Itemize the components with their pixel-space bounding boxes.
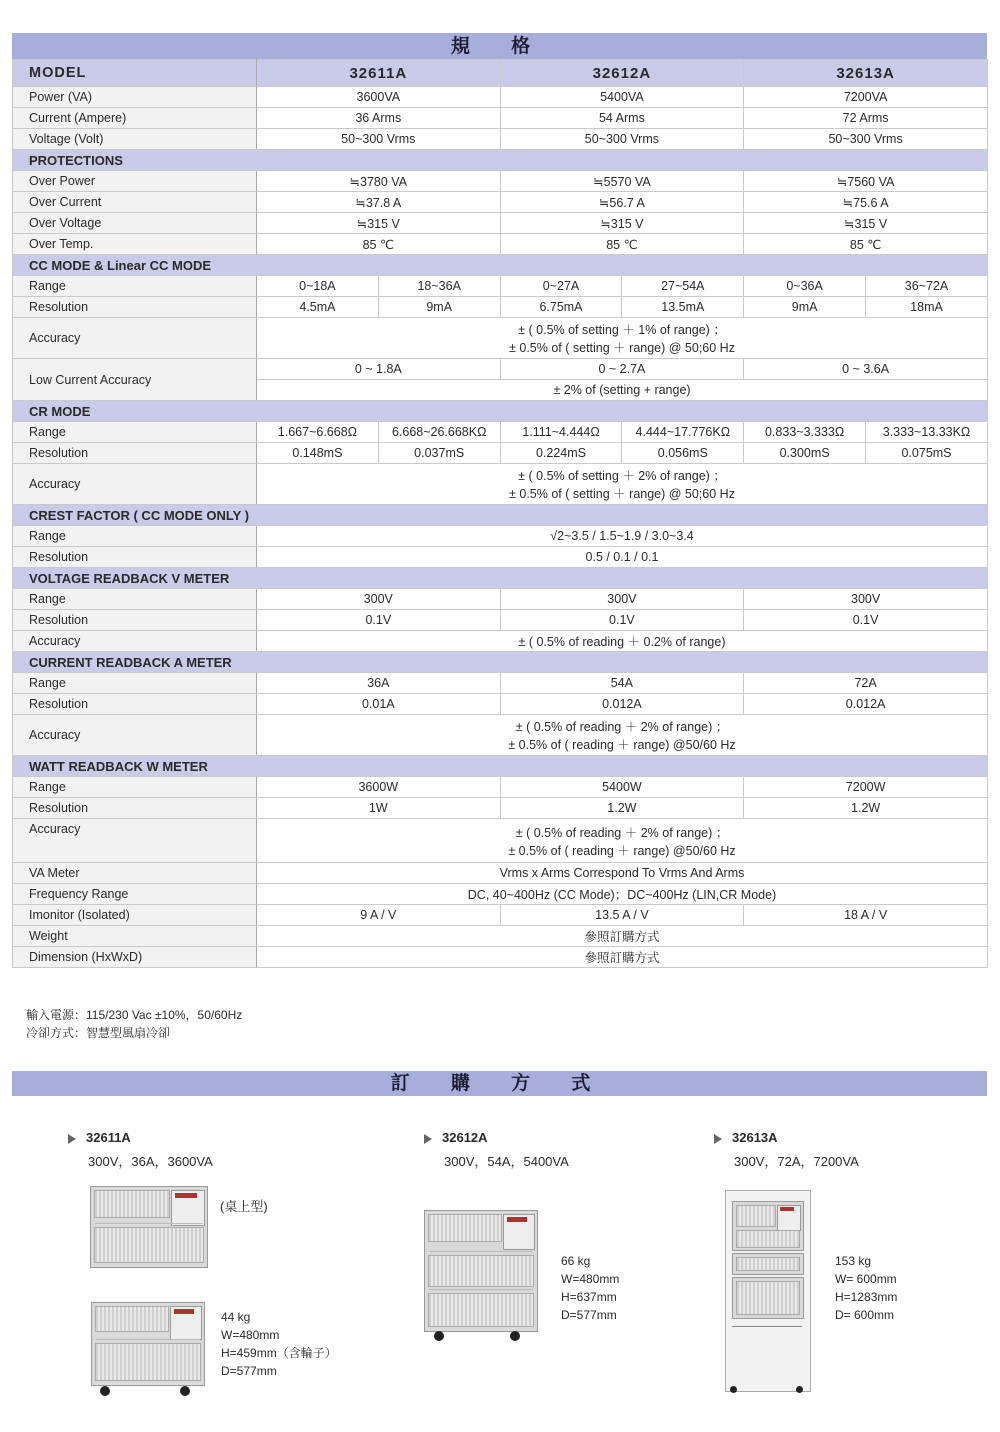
- cell: 18mA: [866, 297, 988, 318]
- row-label: Range: [13, 422, 257, 443]
- cell: 0.056mS: [622, 443, 744, 464]
- accuracy-line: ± ( 0.5% of reading ＋ 2% of range) ；: [515, 720, 729, 734]
- row-label: Over Power: [13, 171, 257, 192]
- cell: 18 A / V: [744, 905, 988, 926]
- width-value: W= 600mm: [835, 1272, 897, 1286]
- table-row: [13, 819, 988, 863]
- cell: 27~54A: [622, 276, 744, 297]
- cell: 85 ℃: [500, 234, 744, 255]
- row-label: Resolution: [13, 694, 257, 715]
- height-value: H=637mm: [561, 1290, 617, 1304]
- cell: 0.300mS: [744, 443, 866, 464]
- model-name: 32612A: [500, 60, 744, 87]
- cell: 0.833~3.333Ω: [744, 422, 866, 443]
- row-label: Over Voltage: [13, 213, 257, 234]
- product-32613A: [714, 1130, 859, 1170]
- cell: ≒56.7 A: [500, 192, 744, 213]
- cell: [257, 464, 988, 505]
- table-row: [13, 694, 988, 715]
- cell: 參照訂購方式: [257, 926, 988, 947]
- cell: [257, 318, 988, 359]
- cell: 85 ℃: [744, 234, 988, 255]
- wheel-icon: [796, 1386, 803, 1393]
- cell: 參照訂購方式: [257, 947, 988, 968]
- cell: 54A: [500, 673, 744, 694]
- cell: 6.75mA: [500, 297, 622, 318]
- table-row: [13, 192, 988, 213]
- rack-cabinet-image: [725, 1190, 811, 1392]
- spec-table: [12, 59, 988, 968]
- product-desc: 300V，54A，5400VA: [444, 1154, 569, 1169]
- weight-value: 153 kg: [835, 1254, 872, 1268]
- cell: 1.2W: [500, 798, 744, 819]
- row-label: Accuracy: [13, 631, 257, 652]
- cell: 9mA: [744, 297, 866, 318]
- table-row: [13, 610, 988, 631]
- section-title: CC MODE & Linear CC MODE: [13, 255, 988, 276]
- cell: 0.1V: [744, 610, 988, 631]
- cell: 9 A / V: [257, 905, 501, 926]
- cell: ≒5570 VA: [500, 171, 744, 192]
- table-row: [13, 234, 988, 255]
- cell: 3.333~13.33KΩ: [866, 422, 988, 443]
- cell: √2~3.5 / 1.5~1.9 / 3.0~3.4: [257, 526, 988, 547]
- cooling-note: 冷卻方式：智慧型風扇冷卻: [26, 1026, 171, 1040]
- row-label: Power (VA): [13, 87, 257, 108]
- product-model: 32613A: [732, 1130, 778, 1145]
- row-label: Resolution: [13, 547, 257, 568]
- triangle-bullet-icon: [424, 1134, 432, 1144]
- row-label: Current (Ampere): [13, 108, 257, 129]
- cell: 300V: [257, 589, 501, 610]
- row-label: Over Temp.: [13, 234, 257, 255]
- cell: ± 2% of (setting + range): [257, 380, 988, 401]
- row-label: Range: [13, 526, 257, 547]
- section-title: VOLTAGE READBACK V METER: [13, 568, 988, 589]
- depth-value: D= 600mm: [835, 1308, 895, 1322]
- cell: 3600VA: [257, 87, 501, 108]
- accuracy-line: ± 0.5% of ( setting ＋ range) @ 50;60 Hz: [509, 341, 735, 355]
- cell: 0 ~ 2.7A: [500, 359, 744, 380]
- section-title: CURRENT READBACK A METER: [13, 652, 988, 673]
- cell: 5400VA: [500, 87, 744, 108]
- cell: 36A: [257, 673, 501, 694]
- wheel-icon: [434, 1331, 444, 1341]
- table-row: [13, 108, 988, 129]
- wheel-icon: [100, 1386, 110, 1396]
- cell: 36~72A: [866, 276, 988, 297]
- table-row: [13, 631, 988, 652]
- row-label: Range: [13, 276, 257, 297]
- spec-banner: 規 格: [12, 33, 987, 60]
- cell: 6.668~26.668KΩ: [378, 422, 500, 443]
- table-row: [13, 422, 988, 443]
- table-row: [13, 276, 988, 297]
- product-desc: 300V，36A，3600VA: [88, 1154, 213, 1169]
- order-banner: 訂 購 方 式: [12, 1071, 987, 1096]
- section-title: CR MODE: [13, 401, 988, 422]
- cell: 0.5 / 0.1 / 0.1: [257, 547, 988, 568]
- cell: 7200VA: [744, 87, 988, 108]
- cell: 9mA: [378, 297, 500, 318]
- cell: 3600W: [257, 777, 501, 798]
- accuracy-line: ± 0.5% of ( setting ＋ range) @ 50;60 Hz: [509, 487, 735, 501]
- section-header: [13, 652, 988, 673]
- table-row: [13, 547, 988, 568]
- product-dims: [221, 1308, 337, 1380]
- section-header: [13, 255, 988, 276]
- model-row: [13, 60, 988, 87]
- accuracy-line: ± ( 0.5% of reading ＋ 2% of range) ；: [515, 825, 729, 840]
- accuracy-line: ± ( 0.5% of setting ＋ 2% of range) ；: [518, 469, 726, 483]
- unit-with-wheels-image: [91, 1302, 205, 1386]
- table-row: [13, 863, 988, 884]
- unit-32612A-image: [424, 1210, 538, 1332]
- table-row: [13, 129, 988, 150]
- cell: ≒75.6 A: [744, 192, 988, 213]
- accuracy-line: ± 0.5% of ( reading ＋ range) @50/60 Hz: [508, 738, 736, 752]
- cell: 50~300 Vrms: [257, 129, 501, 150]
- row-label: Range: [13, 673, 257, 694]
- row-label: Accuracy: [13, 464, 257, 505]
- table-row: [13, 443, 988, 464]
- cell: 1.667~6.668Ω: [257, 422, 379, 443]
- product-32612A: [424, 1130, 569, 1170]
- cell: [257, 819, 988, 863]
- accuracy-line: ± ( 0.5% of setting ＋ 1% of range) ；: [518, 323, 726, 337]
- cell: 4.5mA: [257, 297, 379, 318]
- table-row: [13, 526, 988, 547]
- product-dims: [835, 1252, 897, 1324]
- wheel-icon: [510, 1331, 520, 1341]
- cell: 50~300 Vrms: [500, 129, 744, 150]
- table-row: [13, 589, 988, 610]
- cell: DC, 40~400Hz (CC Mode)；DC~400Hz (LIN,CR Mode): [257, 884, 988, 905]
- cell: 0.075mS: [866, 443, 988, 464]
- cell: 1.2W: [744, 798, 988, 819]
- row-label: Resolution: [13, 610, 257, 631]
- row-label: Resolution: [13, 798, 257, 819]
- notes: [26, 1006, 242, 1042]
- table-row: [13, 884, 988, 905]
- cell: 50~300 Vrms: [744, 129, 988, 150]
- cell: ≒3780 VA: [257, 171, 501, 192]
- cell: ≒315 V: [257, 213, 501, 234]
- row-label: Over Current: [13, 192, 257, 213]
- cell: 0.1V: [500, 610, 744, 631]
- table-row: [13, 464, 988, 505]
- cell: Vrms x Arms Correspond To Vrms And Arms: [257, 863, 988, 884]
- cell: 0.037mS: [378, 443, 500, 464]
- table-row: [13, 171, 988, 192]
- product-32611A: [68, 1130, 213, 1170]
- row-label: Imonitor (Isolated): [13, 905, 257, 926]
- cell: 0~18A: [257, 276, 379, 297]
- depth-value: D=577mm: [221, 1364, 277, 1378]
- cell: 7200W: [744, 777, 988, 798]
- row-label: Accuracy: [13, 819, 257, 863]
- accuracy-line: ± 0.5% of ( reading ＋ range) @50/60 Hz: [508, 843, 736, 858]
- cell: 18~36A: [378, 276, 500, 297]
- table-row: [13, 87, 988, 108]
- table-row: [13, 673, 988, 694]
- cell: 300V: [744, 589, 988, 610]
- cell: ≒7560 VA: [744, 171, 988, 192]
- row-label: Resolution: [13, 297, 257, 318]
- cell: 72A: [744, 673, 988, 694]
- wheel-icon: [730, 1386, 737, 1393]
- height-value: H=1283mm: [835, 1290, 898, 1304]
- section-title: PROTECTIONS: [13, 150, 988, 171]
- weight-value: 44 kg: [221, 1310, 251, 1324]
- cell: [257, 715, 988, 756]
- cell: 0.224mS: [500, 443, 622, 464]
- section-title: CREST FACTOR ( CC MODE ONLY ): [13, 505, 988, 526]
- row-label: Low Current Accuracy: [13, 359, 257, 401]
- cell: 1W: [257, 798, 501, 819]
- section-header: [13, 401, 988, 422]
- table-row: [13, 777, 988, 798]
- weight-value: 66 kg: [561, 1254, 591, 1268]
- row-label: VA Meter: [13, 863, 257, 884]
- row-label: Dimension (HxWxD): [13, 947, 257, 968]
- cell: 72 Arms: [744, 108, 988, 129]
- cell: 0 ~ 1.8A: [257, 359, 501, 380]
- model-name: 32611A: [257, 60, 501, 87]
- cell: 13.5 A / V: [500, 905, 744, 926]
- cell: 0 ~ 3.6A: [744, 359, 988, 380]
- table-row: [13, 715, 988, 756]
- cell: 0~27A: [500, 276, 622, 297]
- width-value: W=480mm: [561, 1272, 620, 1286]
- benchtop-unit-image: [90, 1186, 208, 1268]
- section-header: [13, 150, 988, 171]
- cell: ≒315 V: [500, 213, 744, 234]
- table-row: [13, 926, 988, 947]
- cell: ± ( 0.5% of reading ＋ 0.2% of range): [257, 631, 988, 652]
- row-label: Accuracy: [13, 715, 257, 756]
- cell: 1.111~4.444Ω: [500, 422, 622, 443]
- cell: 13.5mA: [622, 297, 744, 318]
- cell: 0.1V: [257, 610, 501, 631]
- model-label: MODEL: [13, 60, 257, 87]
- row-label: Range: [13, 777, 257, 798]
- table-row: [13, 798, 988, 819]
- table-row: [13, 297, 988, 318]
- row-label: Accuracy: [13, 318, 257, 359]
- cell: 0.012A: [744, 694, 988, 715]
- cell: 0.148mS: [257, 443, 379, 464]
- row-label: Frequency Range: [13, 884, 257, 905]
- input-power-note: 輸入電源：115/230 Vac ±10%，50/60Hz: [26, 1008, 243, 1022]
- product-dims: [561, 1252, 619, 1324]
- cell: 0~36A: [744, 276, 866, 297]
- row-label: Resolution: [13, 443, 257, 464]
- cell: 54 Arms: [500, 108, 744, 129]
- cell: 0.012A: [500, 694, 744, 715]
- table-row: [13, 213, 988, 234]
- table-row: [13, 359, 988, 380]
- cell: 36 Arms: [257, 108, 501, 129]
- triangle-bullet-icon: [714, 1134, 722, 1144]
- row-label: Weight: [13, 926, 257, 947]
- cell: 5400W: [500, 777, 744, 798]
- height-value: H=459mm（含輪子）: [221, 1346, 337, 1360]
- row-label: Range: [13, 589, 257, 610]
- section-header: [13, 505, 988, 526]
- row-label: Voltage (Volt): [13, 129, 257, 150]
- product-model: 32612A: [442, 1130, 488, 1145]
- triangle-bullet-icon: [68, 1134, 76, 1144]
- cell: 85 ℃: [257, 234, 501, 255]
- product-desc: 300V，72A，7200VA: [734, 1154, 859, 1169]
- section-header: [13, 568, 988, 589]
- depth-value: D=577mm: [561, 1308, 617, 1322]
- section-title: WATT READBACK W METER: [13, 756, 988, 777]
- cell: 0.01A: [257, 694, 501, 715]
- section-header: [13, 756, 988, 777]
- cell: ≒37.8 A: [257, 192, 501, 213]
- table-row: [13, 947, 988, 968]
- cell: 4.444~17.776KΩ: [622, 422, 744, 443]
- model-name: 32613A: [744, 60, 988, 87]
- cell: ≒315 V: [744, 213, 988, 234]
- benchtop-tag: (桌上型): [220, 1199, 268, 1214]
- product-model: 32611A: [86, 1130, 131, 1145]
- cell: 300V: [500, 589, 744, 610]
- width-value: W=480mm: [221, 1328, 280, 1342]
- wheel-icon: [180, 1386, 190, 1396]
- table-row: [13, 318, 988, 359]
- table-row: [13, 905, 988, 926]
